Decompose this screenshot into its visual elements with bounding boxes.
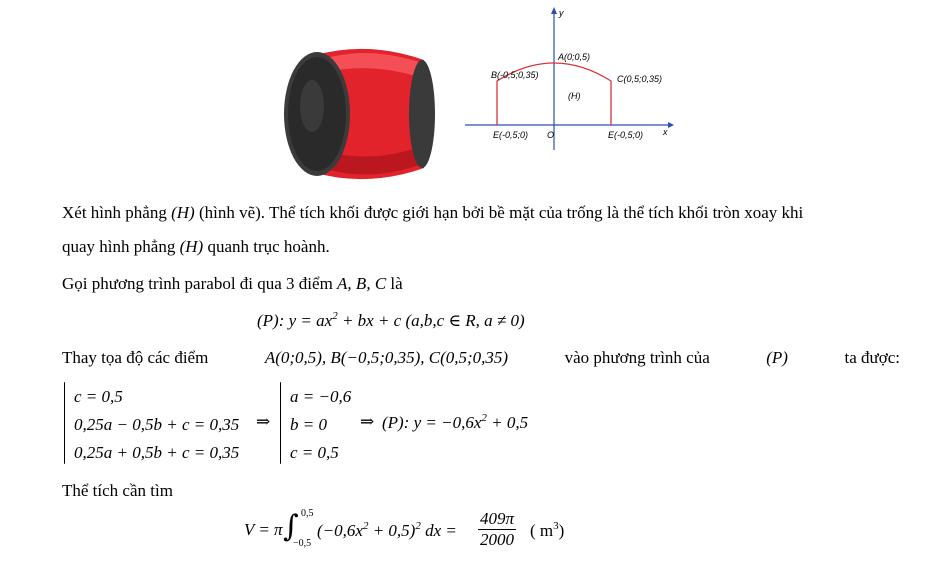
drum-image	[272, 38, 442, 190]
fraction-denominator: 2000	[480, 530, 515, 549]
point-e-left-label: E(-0,5;0)	[493, 130, 529, 140]
para1-line1: Xét hình phẳng (H) (hình vẽ). Thể tích khối được giới hạn bởi bề mặt của trống là thể tích khối tròn xoay khi	[62, 203, 804, 222]
fraction-numerator: 409π	[480, 509, 515, 528]
region-h-label: (H)	[568, 91, 581, 101]
region-h: (H)	[171, 203, 195, 222]
points-abc: A, B, C	[337, 274, 387, 293]
volume-lhs: V = π	[244, 520, 283, 539]
integral-sign: ∫	[283, 509, 299, 544]
region-h: (H)	[179, 237, 204, 256]
arrow-implies-2: ⇒	[360, 412, 375, 431]
volume-label: Thể tích cần tìm	[62, 481, 173, 500]
integrand: $(-0,6x^2 + 0,5)^2$ dx =	[317, 520, 457, 540]
point-c-label: C(0,5;0,35)	[617, 74, 663, 84]
left-brace	[64, 382, 65, 464]
parabola-graph	[465, 4, 675, 152]
point-e-right-label: E(-0,5;0)	[608, 130, 644, 140]
x-axis-label: x	[663, 127, 668, 137]
y-axis-label: y	[559, 8, 564, 18]
origin-label: O	[547, 130, 555, 140]
point-b-label: B(-0,5;0,35)	[491, 70, 539, 80]
para2-line: Gọi phương trình parabol đi qua 3 điểm A, B, C là	[62, 274, 403, 293]
para1-line2: quay hình phẳng (H) quanh trục hoành.	[62, 237, 330, 256]
parabola-equation: (P): $y = ax^2$ + bx + c (a,b,c ∈ R, a ≠ 0)	[257, 310, 525, 330]
right-brace	[280, 382, 281, 464]
arrow-implies-1: ⇒	[256, 412, 271, 431]
system-left: c = 0,5 0,25a − 0,5b + c = 0,35 0,25a + 0,5b + c = 0,35	[74, 387, 240, 462]
integral-upper: 0,5	[301, 508, 314, 519]
volume-fraction	[478, 509, 516, 550]
substituted-points: A(0;0,5), B(−0,5;0,35), C(0,5;0,35)	[264, 348, 509, 367]
parabola-result: (P): $y = -0,6x^2 + 0,5$	[382, 412, 529, 432]
system-right: a = −0,6 b = 0 c = 0,5	[290, 387, 352, 462]
point-a-label: A(0;0,5)	[558, 52, 591, 62]
para3-line: Thay tọa độ các điểm A(0;0,5), B(−0,5;0,35), C(0,5;0,35) vào phương trình của (P) ta được:	[62, 348, 900, 367]
integral-lower: −0,5	[293, 538, 312, 549]
volume-unit: ( $m^3$)	[530, 520, 565, 540]
